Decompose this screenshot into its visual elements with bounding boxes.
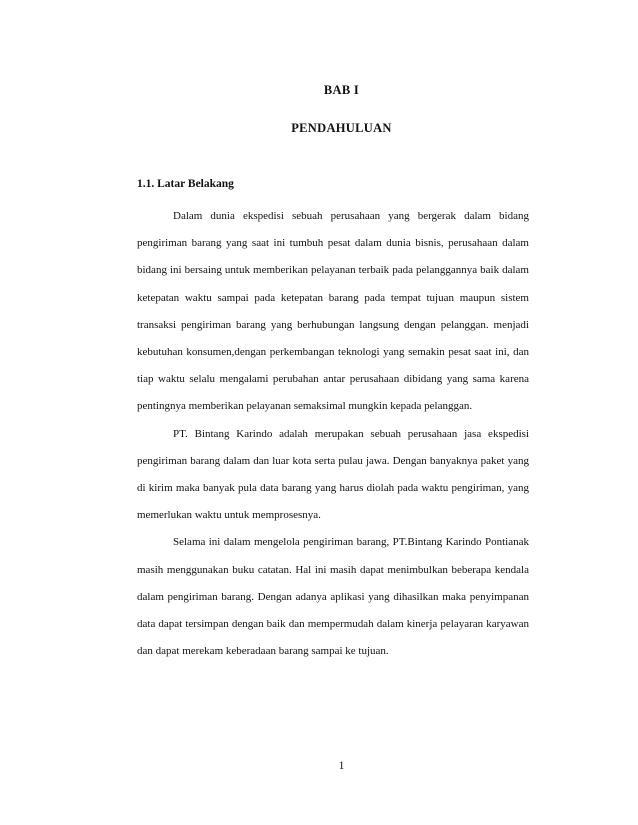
paragraph: Selama ini dalam mengelola pengiriman barang, PT.Bintang Karindo Pontianak masih menggunakan buku catatan. Hal ini masih dapat menimbulkan beberapa kendala dalam pengiriman barang. Dengan adanya aplikasi yang dihasilkan maka penyimpanan data dapat tersimpan dengan baik dan mempermudah dalam kinerja pelayaran karyawan dan dapat merekam keberadaan barang sampai ke tujuan. — [137, 536, 529, 658]
paragraph: Dalam dunia ekspedisi sebuah perusahaan yang bergerak dalam bidang pengiriman barang yang saat ini tumbuh pesat dalam dunia bisnis, perusahaan dalam bidang ini bersaing untuk memberikan pelayanan terbaik pada pelanggannya baik dalam ketepatan waktu sampai pada ketepatan barang pada tempat tujuan maupun sistem transaksi pengiriman barang yang berhubungan langsung dengan pelanggan. menjadi kebutuhan konsumen,dengan perkembangan teknologi yang semakin pesat saat ini, dan tiap waktu selalu mengalami perubahan antar perusahaan dibidang yang sama karena pentingnya memberikan pelayanan semaksimal mungkin kepada pelanggan. — [137, 210, 529, 413]
paragraph: PT. Bintang Karindo adalah merupakan sebuah perusahaan jasa ekspedisi pengiriman barang dalam dan luar kota serta pulau jawa. Dengan banyaknya paket yang di kirim maka banyak pula data barang yang harus diolah pada waktu pengiriman, yang memerlukan waktu untuk memprosesnya. — [137, 427, 529, 522]
page-number: 1 — [338, 760, 345, 772]
section-heading: 1.1. Latar Belakang — [137, 178, 234, 190]
chapter-label: BAB I — [323, 83, 360, 97]
chapter-title: PENDAHULUAN — [291, 121, 392, 135]
body-text — [137, 203, 529, 665]
